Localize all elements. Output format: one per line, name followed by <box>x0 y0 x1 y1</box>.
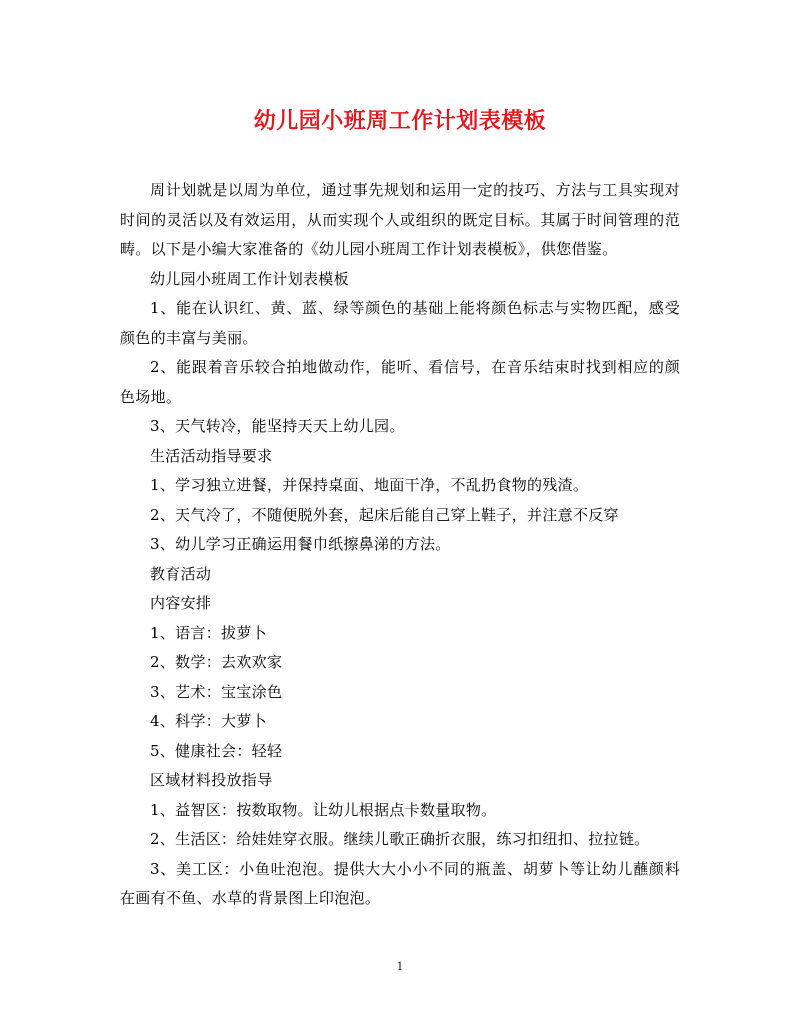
document-body <box>120 176 680 914</box>
heading-life-activity: 生活活动指导要求 <box>150 446 273 465</box>
content-item-4: 4、科学：大萝卜 <box>150 712 267 730</box>
goal-item-2: 2、能跟着音乐较合拍地做动作，能听、看信号，在音乐结束时找到相应的颜色场地。 <box>120 358 680 406</box>
life-item-2: 2、天气冷了，不随便脱外套，起床后能自己穿上鞋子，并注意不反穿 <box>150 505 619 524</box>
goal-item-1: 1、能在认识红、黄、蓝、绿等颜色的基础上能将颜色标志与实物匹配，感受颜色的丰富与美丽。 <box>120 299 680 347</box>
area-item-1: 1、益智区：按数取物。让幼儿根据点卡数量取物。 <box>150 800 497 819</box>
content-item-5: 5、健康社会：轻轻 <box>150 741 283 760</box>
area-item-2: 2、生活区：给娃娃穿衣服。继续儿歌正确折衣服，练习扣纽扣、拉拉链。 <box>150 830 650 848</box>
content-item-1: 1、语言：拔萝卜 <box>150 623 267 642</box>
life-item-3: 3、幼儿学习正确运用餐巾纸擦鼻涕的方法。 <box>150 535 451 553</box>
paragraph-intro: 周计划就是以周为单位，通过事先规划和运用一定的技巧、方法与工具实现对时间的灵活以及有效运用，从而实现个人或组织的既定目标。其属于时间管理的范畴。以下是小编大家准备的《幼儿园小班周工作计划表模板》，供您借鉴。 <box>120 181 680 258</box>
document-title: 幼儿园小班周工作计划表模板 <box>253 108 547 134</box>
goal-item-3: 3、天气转冷，能坚持天天上幼儿园。 <box>150 417 405 435</box>
life-item-1: 1、学习独立进餐，并保持桌面、地面干净，不乱扔食物的残渣。 <box>150 476 589 494</box>
page-number: 1 <box>396 960 404 973</box>
heading-education-activity: 教育活动 <box>150 564 212 583</box>
heading-plan-template: 幼儿园小班周工作计划表模板 <box>150 269 349 288</box>
heading-area-materials: 区域材料投放指导 <box>150 771 273 789</box>
heading-content-arrangement: 内容安排 <box>150 594 212 612</box>
content-item-3: 3、艺术：宝宝涂色 <box>150 682 283 701</box>
content-item-2: 2、数学：去欢欢家 <box>150 653 283 671</box>
area-item-3: 3、美工区：小鱼吐泡泡。提供大大小小不同的瓶盖、胡萝卜等让幼儿蘸颜料在画有不鱼、水草的背景图上印泡泡。 <box>120 859 680 907</box>
